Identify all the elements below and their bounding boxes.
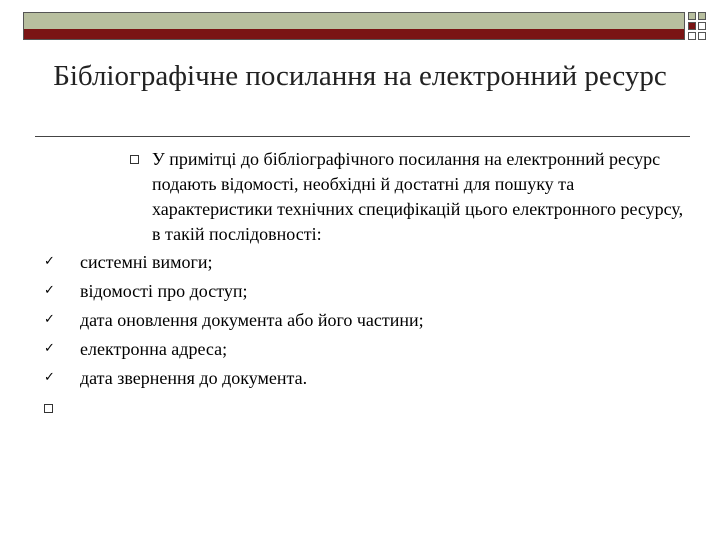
- decor-square: [698, 32, 706, 40]
- list-item-text: дата оновлення документа або його частини;: [80, 310, 424, 330]
- decor-square: [688, 12, 696, 20]
- list-item: [44, 250, 684, 279]
- list-item: [44, 337, 684, 366]
- checkmark-icon: ✓: [44, 254, 55, 269]
- header-band: [23, 12, 685, 40]
- square-bullet-icon: [44, 404, 53, 413]
- list-item-text: електронна адреса;: [80, 339, 228, 359]
- check-list: [44, 250, 684, 395]
- list-item: [44, 308, 684, 337]
- decor-square: [688, 32, 696, 40]
- list-item: [44, 279, 684, 308]
- title-divider: [35, 136, 690, 137]
- list-item-text: системні вимоги;: [80, 252, 213, 272]
- checkmark-icon: ✓: [44, 341, 55, 356]
- decor-square: [688, 22, 696, 30]
- checkmark-icon: ✓: [44, 370, 55, 385]
- square-bullet-icon: [130, 155, 139, 164]
- checkmark-icon: ✓: [44, 283, 55, 298]
- slide-title: Бібліографічне посилання на електронний ресурс: [53, 60, 667, 92]
- header-band-maroon: [24, 29, 684, 39]
- decorative-squares: [688, 12, 708, 42]
- list-item: [44, 366, 684, 395]
- list-item-text: дата звернення до документа.: [80, 368, 308, 388]
- intro-paragraph: У примітці до бібліографічного посилання на електронний ресурс подають відомості, необхідні й достатні для пошуку та характеристики технічних специфікацій цього електронного ресурсу, в такій послідовності:: [152, 149, 684, 244]
- decor-square: [698, 12, 706, 20]
- checkmark-icon: ✓: [44, 312, 55, 327]
- decor-square: [698, 22, 706, 30]
- list-item-text: відомості про доступ;: [80, 281, 248, 301]
